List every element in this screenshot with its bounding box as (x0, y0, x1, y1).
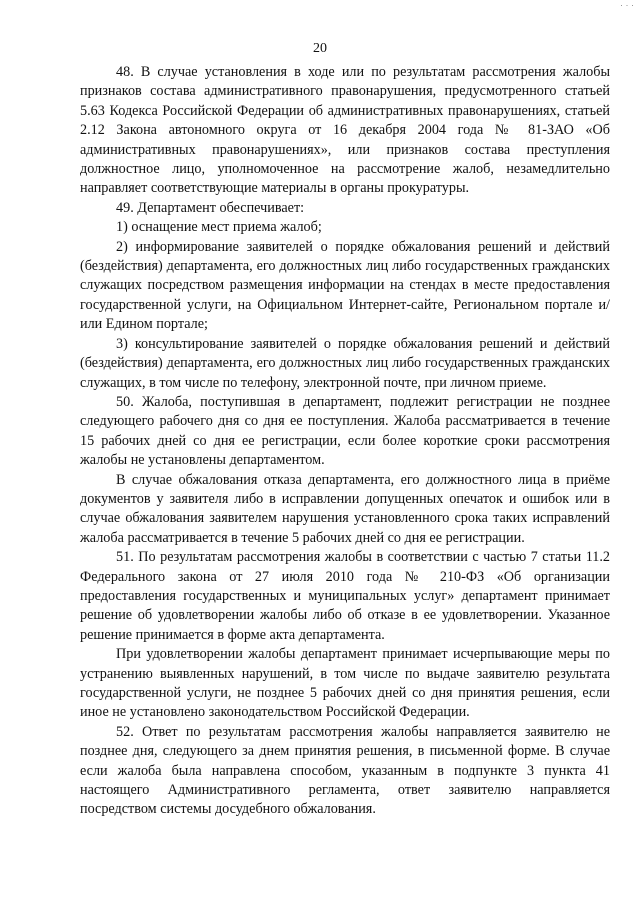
page-number: 20 (313, 41, 327, 56)
paragraph-50-part-2: В случае обжалования отказа департамента, его должностного лица в приёме документов у заявителя либо в исправлении допущенных опечаток и ошибок или в случае обжалования заявителем нарушения установленного срока таких исправлений жалоба рассматривается в течение 5 рабочих дней со дня ее регистрации. (80, 471, 610, 546)
paragraph-51-part-2: При удовлетворении жалобы департамент принимает исчерпывающие меры по устранению выявленных нарушений, в том числе по выдаче заявителю результата государственной услуги, не позднее 5 рабочих дней со дня принятия решения, если иное не установлено законодательством Российской Федерации. (80, 646, 610, 721)
paragraph-50: 50. Жалоба, поступившая в департамент, подлежит регистрации не позднее следующего рабочего дня со дня ее поступления. Жалоба рассматривается в течение 15 рабочих дней со дня ее регистрации, если более короткие сроки рассмотрения жалобы не установлены департаментом. (80, 393, 610, 469)
scan-corner-mark: · · · (620, 0, 634, 10)
paragraph-52: 52. Ответ по результатам рассмотрения жалобы направляется заявителю не позднее дня, следующего за днем принятия решения, в письменной форме. В случае если жалоба была направлена способом, указанным в подпункте 3 пункта 41 настоящего Административного регламента, ответ заявителю направляется посредством системы досудебного обжалования. (80, 723, 610, 818)
paragraph-51: 51. По результатам рассмотрения жалобы в соответствии с частью 7 статьи 11.2 Федерального закона от 27 июля 2010 года № 210-ФЗ «Об организации предоставления государственных и муниципальных услуг» департамент принимает решение об удовлетворении жалобы либо об отказе в ее удовлетворении. Указанное решение принимается в форме акта департамента. (80, 549, 610, 643)
paragraph-49: 49. Департамент обеспечивает: (116, 199, 305, 216)
paragraph-48: 48. В случае установления в ходе или по результатам рассмотрения жалобы признаков состава административного правонарушения, предусмотренного статьей 5.63 Кодекса Российской Федерации об административных правонарушениях, статьей 2.12 Закона автономного округа от 16 декабря 2004 года № 81-ЗАО «Об административных правонарушениях», или признаков состава преступления должностное лицо, уполномоченное на рассмотрение жалоб, незамедлительно направляет соответствующие материалы в органы прокуратуры. (80, 64, 610, 197)
document-body (80, 63, 610, 820)
paragraph-49-item-1: 1) оснащение мест приема жалоб; (116, 219, 322, 236)
paragraph-49-item-2: 2) информирование заявителей о порядке обжалования решений и действий (бездействия) департамента, его должностных лиц либо государственных гражданских служащих посредством размещения информации на стендах в месте предоставления государственной услуги, на Официальном Интернет-сайте, Региональном портале и/или Едином портале; (80, 238, 610, 333)
paragraph-49-item-3: 3) консультирование заявителей о порядке обжалования решений и действий (бездействия) департамента, его должностных лиц либо государственных гражданских служащих, в том числе по телефону, электронной почте, при личном приеме. (80, 335, 610, 391)
